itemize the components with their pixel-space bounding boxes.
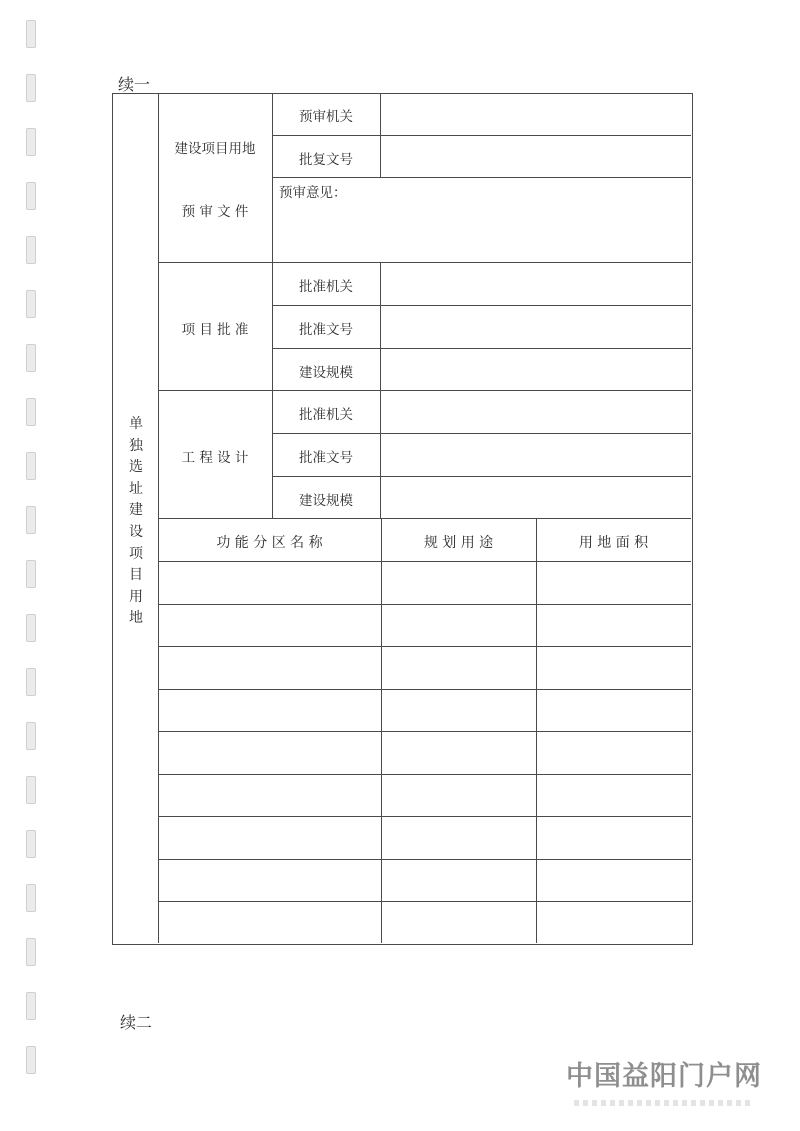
punch-hole: [26, 668, 36, 696]
approval-doc-number-field[interactable]: [381, 136, 690, 177]
punch-hole: [26, 1046, 36, 1074]
zone-area-cell[interactable]: [537, 690, 691, 731]
punch-hole: [26, 614, 36, 642]
punch-hole: [26, 884, 36, 912]
zone-area-cell[interactable]: [537, 775, 691, 816]
zone-name-cell[interactable]: [159, 775, 381, 816]
section3-field-label: 建设规模: [299, 493, 353, 509]
punch-hole: [26, 236, 36, 264]
punch-hole: [26, 506, 36, 534]
zone-use-cell[interactable]: [382, 775, 536, 816]
design-approval-authority-field[interactable]: [381, 391, 690, 433]
zone-area-cell[interactable]: [537, 647, 691, 688]
zone-area-cell[interactable]: [537, 562, 691, 603]
section2-field-label: 批准机关: [299, 279, 353, 295]
zone-name-cell[interactable]: [159, 902, 381, 943]
zone-use-cell[interactable]: [382, 690, 536, 731]
zone-use-cell[interactable]: [382, 647, 536, 688]
section2-field-label: 建设规模: [299, 365, 353, 381]
section2-field-label: 批准文号: [299, 322, 353, 338]
punch-hole: [26, 722, 36, 750]
zone-header-use: 规 划 用 途: [423, 535, 494, 551]
section2-title: 项 目 批 准: [181, 322, 249, 338]
design-construction-scale-field[interactable]: [381, 477, 690, 518]
project-approval-authority-field[interactable]: [381, 263, 690, 305]
section1-title-line1: 建设项目用地: [174, 141, 256, 157]
zone-name-cell[interactable]: [159, 860, 381, 901]
zone-area-cell[interactable]: [537, 605, 691, 646]
preapproval-opinion-field[interactable]: [273, 198, 690, 261]
punch-hole: [26, 992, 36, 1020]
design-approval-doc-number-field[interactable]: [381, 434, 690, 476]
zone-name-cell[interactable]: [159, 562, 381, 603]
zone-name-cell[interactable]: [159, 732, 381, 773]
section1-field-label: 预审机关: [299, 109, 353, 125]
punch-hole: [26, 830, 36, 858]
section3-field-label: 批准机关: [299, 407, 353, 423]
punch-hole: [26, 776, 36, 804]
punch-hole: [26, 452, 36, 480]
punch-hole: [26, 344, 36, 372]
preapproval-authority-field[interactable]: [381, 94, 690, 135]
zone-use-cell[interactable]: [382, 817, 536, 858]
section3-title: 工 程 设 计: [181, 450, 249, 466]
punch-hole: [26, 128, 36, 156]
punch-hole: [26, 290, 36, 318]
punch-hole: [26, 938, 36, 966]
punch-hole: [26, 20, 36, 48]
zone-area-cell[interactable]: [537, 817, 691, 858]
zone-header-area: 用 地 面 积: [578, 535, 649, 551]
punch-hole: [26, 398, 36, 426]
zone-area-cell[interactable]: [537, 902, 691, 943]
project-construction-scale-field[interactable]: [381, 349, 690, 390]
zone-name-cell[interactable]: [159, 647, 381, 688]
zone-use-cell[interactable]: [382, 605, 536, 646]
zone-area-cell[interactable]: [537, 732, 691, 773]
section1-title-line2: 预 审 文 件: [181, 204, 249, 220]
continuation-label-1: 续一: [118, 75, 151, 94]
section3-field-label: 批准文号: [299, 450, 353, 466]
continuation-label-2: 续二: [120, 1013, 153, 1032]
punch-hole: [26, 560, 36, 588]
side-label: 单 独 选 址 建 设 项 目 用 地: [129, 416, 143, 627]
zone-name-cell[interactable]: [159, 690, 381, 731]
zone-header-name: 功 能 分 区 名 称: [216, 535, 323, 551]
zone-area-cell[interactable]: [537, 860, 691, 901]
project-approval-doc-number-field[interactable]: [381, 306, 690, 348]
zone-use-cell[interactable]: [382, 860, 536, 901]
zone-name-cell[interactable]: [159, 605, 381, 646]
section1-field-label: 批复文号: [299, 152, 353, 168]
punch-hole: [26, 182, 36, 210]
zone-use-cell[interactable]: [382, 902, 536, 943]
punch-hole: [26, 74, 36, 102]
zone-use-cell[interactable]: [382, 562, 536, 603]
zone-name-cell[interactable]: [159, 817, 381, 858]
preapproval-opinion-label: 预审意见：: [279, 185, 347, 201]
zone-use-cell[interactable]: [382, 732, 536, 773]
